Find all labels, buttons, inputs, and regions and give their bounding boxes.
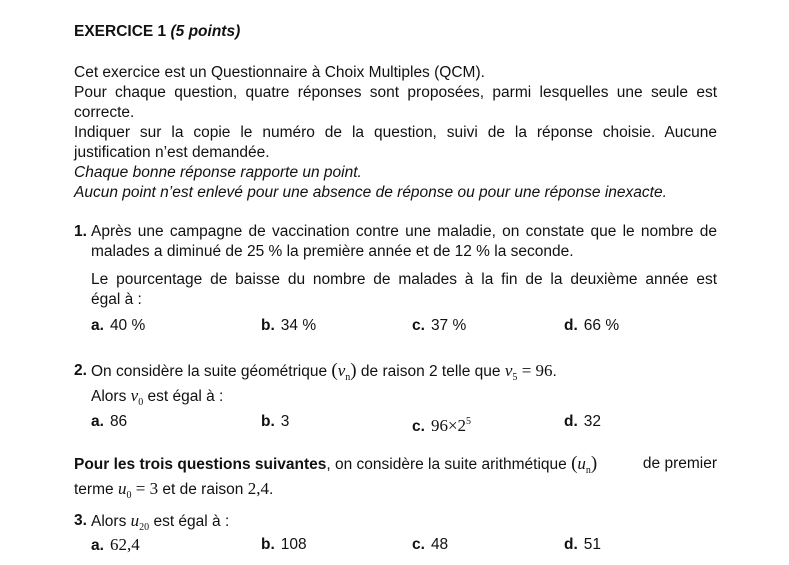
q3-then-pre: Alors <box>91 513 127 530</box>
q2-option-c-base: 96×2 <box>430 416 467 435</box>
common-reason: 2,4 <box>247 479 269 498</box>
q2-text-pre: On considère la suite géométrique <box>91 363 328 380</box>
q3-then-post: est égal à : <box>153 513 230 530</box>
q3-option-a <box>91 535 140 556</box>
common-statement-line-2 <box>74 479 273 506</box>
common-statement-line-1: Pour les trois questions suivantes, on considère la suite arithmétique $(u_n)$ de premier <box>74 453 717 476</box>
intro-line-1: Cet exercice est un Questionnaire à Choix Multiples (QCM). <box>74 64 485 81</box>
common-seq-sub: n <box>585 465 591 476</box>
q1-option-b <box>261 316 316 336</box>
q2-statement: On considère la suite géométrique $(v_n)$ de raison 2 telle que $v_5 = 96$. <box>91 360 557 383</box>
common-text-post: de premier <box>642 455 717 472</box>
common-term-var: u <box>117 479 127 498</box>
q3-option-a-value: 62,4 <box>109 535 140 554</box>
q3-option-b-value: 108 <box>280 536 307 553</box>
common-line2-end: . <box>268 481 274 498</box>
q1-option-a-value: 40 % <box>109 317 146 334</box>
common-text-pre: , on considère la suite arithmétique <box>326 456 567 473</box>
q1-option-a <box>91 316 145 336</box>
q2-option-d-value: 32 <box>583 413 602 430</box>
q2-then <box>91 386 223 413</box>
exercise-points: (5 points) <box>170 23 241 40</box>
q2-option-d <box>564 412 601 432</box>
q2-then-pre: Alors <box>91 388 127 405</box>
q1-text-2a: Le pourcentage de baisse du nombre de malades à la fin de la deuxième année est <box>91 271 717 288</box>
q2-then-sub: 0 <box>138 397 144 408</box>
q1-option-d-label: d. <box>564 317 578 334</box>
common-term-val: = 3 <box>135 479 159 498</box>
q1-number: 1. <box>74 223 87 240</box>
q3-option-b-label: b. <box>261 536 275 553</box>
q3-statement <box>91 511 229 538</box>
q2-seq-var: v <box>337 361 346 380</box>
q2-option-c-label: c. <box>412 418 425 435</box>
q1-option-d <box>564 316 619 336</box>
q2-option-a <box>91 412 127 432</box>
q2-option-c <box>412 412 471 437</box>
intro-line-5: justification n’est demandée. <box>74 144 270 161</box>
q3-option-d <box>564 535 601 555</box>
intro-line-4: Indiquer sur la copie le numéro de la question, suivi de la réponse choisie. Aucune <box>74 124 717 141</box>
q2-option-a-value: 86 <box>109 413 128 430</box>
q1-text-2b: égal à : <box>91 291 142 308</box>
q3-var: u <box>130 511 140 530</box>
q2-option-b-value: 3 <box>280 413 290 430</box>
q2-option-c-exp: 5 <box>466 416 472 427</box>
q2-cond-sub: 5 <box>512 372 518 383</box>
common-line2-pre: terme <box>74 481 114 498</box>
q2-option-b <box>261 412 289 432</box>
intro-line-2: Pour chaque question, quatre réponses sont proposées, parmi lesquelles une seule est <box>74 84 717 101</box>
q1-option-c-label: c. <box>412 317 425 334</box>
common-line2-post: et de raison <box>162 481 244 498</box>
common-seq-var: u <box>577 454 586 473</box>
q3-option-c <box>412 535 448 555</box>
intro-line-3: correcte. <box>74 104 135 121</box>
q3-sub: 20 <box>139 522 150 533</box>
q2-text-end: . <box>552 363 557 380</box>
q2-then-post: est égal à : <box>147 388 224 405</box>
q1-option-b-label: b. <box>261 317 275 334</box>
q2-then-var: v <box>130 386 139 405</box>
q1-text-1b: malades a diminué de 25 % la première année et de 12 % la seconde. <box>91 243 574 260</box>
q1-option-c <box>412 316 466 336</box>
q3-option-c-value: 48 <box>430 536 449 553</box>
q1-option-b-value: 34 % <box>280 317 317 334</box>
exercise-title <box>74 22 240 42</box>
q2-seq-sub: n <box>345 372 351 383</box>
q2-number: 2. <box>74 362 87 379</box>
q1-option-a-label: a. <box>91 317 104 334</box>
exercise-title-text: EXERCICE 1 <box>74 23 167 40</box>
q1-option-d-value: 66 % <box>583 317 620 334</box>
q1-option-c-value: 37 % <box>430 317 467 334</box>
common-term-sub: 0 <box>126 490 132 501</box>
q3-option-d-label: d. <box>564 536 578 553</box>
q2-option-d-label: d. <box>564 413 578 430</box>
common-bold-lead: Pour les trois questions suivantes <box>74 456 327 473</box>
q2-cond-var: v <box>504 361 513 380</box>
q3-option-c-label: c. <box>412 536 425 553</box>
intro-line-6: Chaque bonne réponse rapporte un point. <box>74 164 362 181</box>
q2-option-a-label: a. <box>91 413 104 430</box>
q3-option-d-value: 51 <box>583 536 602 553</box>
q2-cond-val: = 96 <box>521 361 553 380</box>
intro-line-7: Aucun point n’est enlevé pour une absence de réponse ou pour une réponse inexacte. <box>74 184 667 201</box>
q1-text-1a: Après une campagne de vaccination contre une maladie, on constate que le nombre de <box>91 223 717 240</box>
q2-text-mid: de raison 2 telle que <box>360 363 501 380</box>
q3-number: 3. <box>74 512 87 529</box>
q3-option-b <box>261 535 307 555</box>
q2-option-b-label: b. <box>261 413 275 430</box>
q3-option-a-label: a. <box>91 537 104 554</box>
